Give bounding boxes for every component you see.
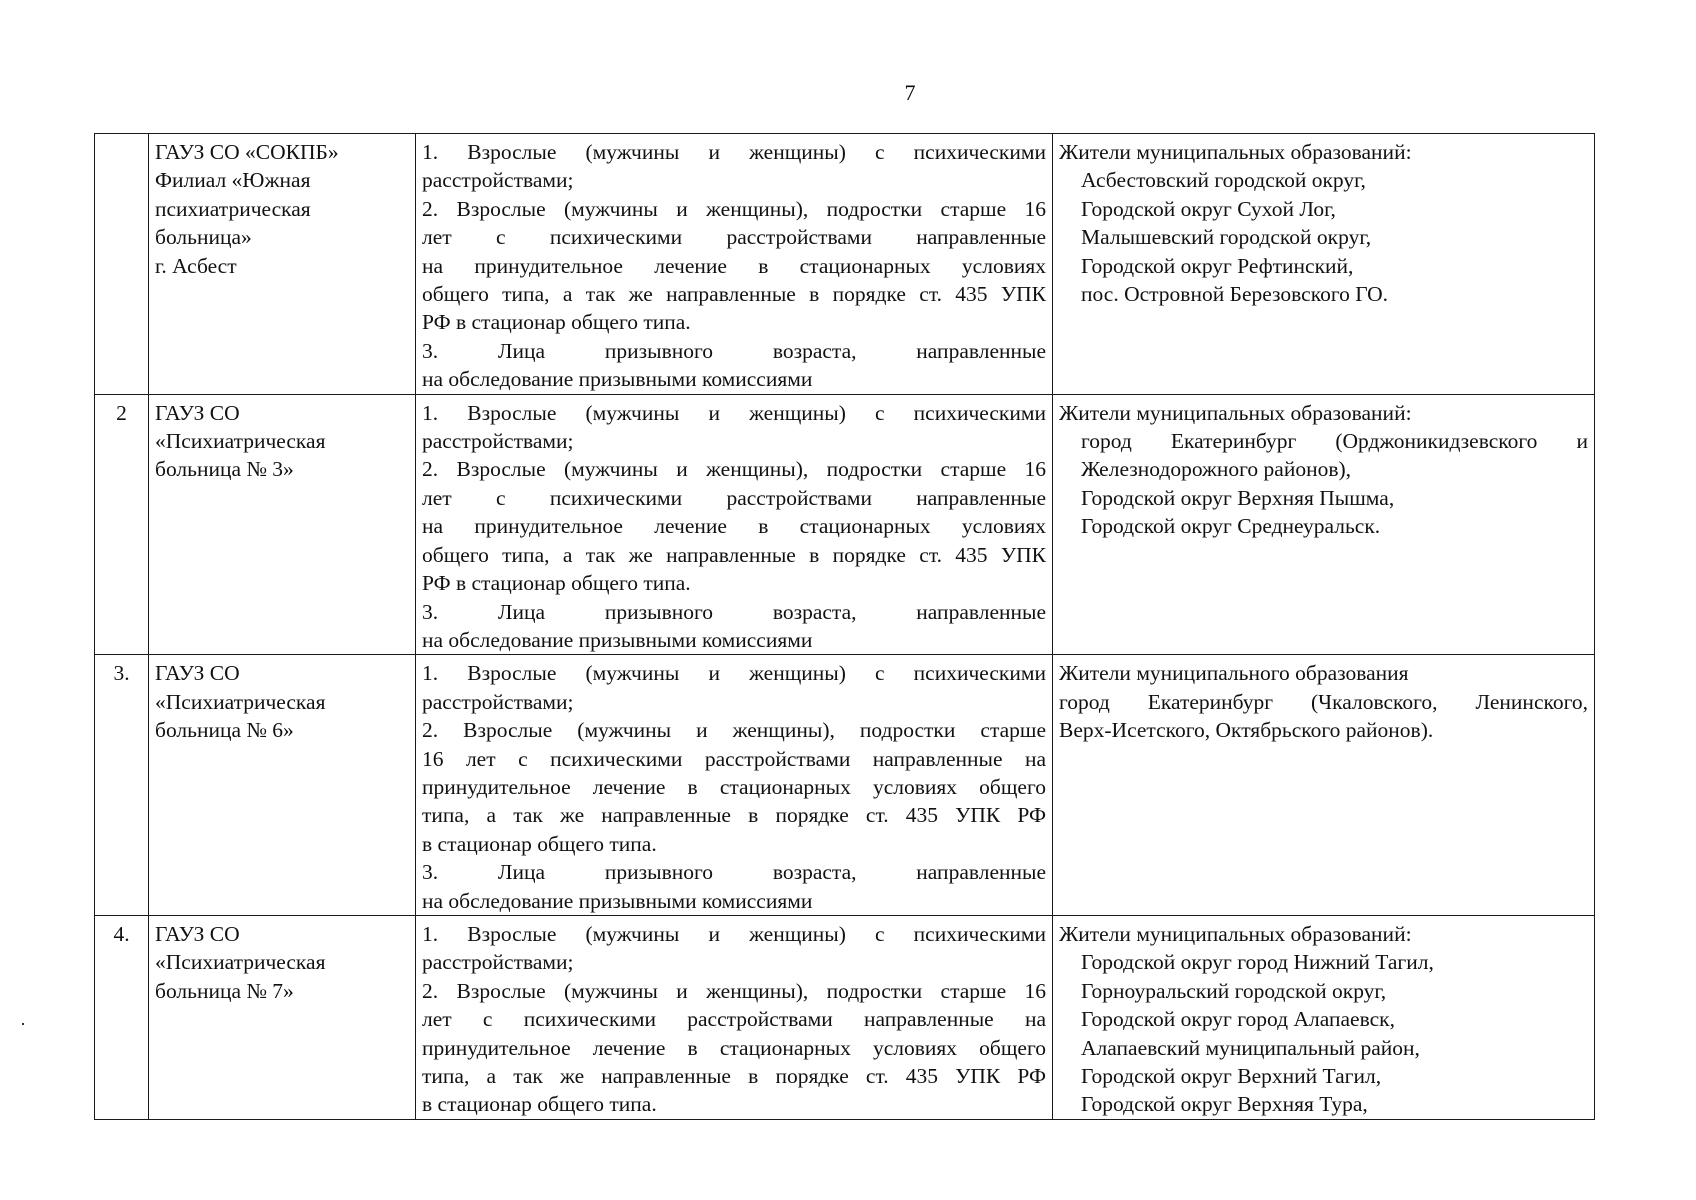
category-line: лет с психическими расстройствами направленные	[422, 225, 1046, 250]
municipality-line: Городской округ Сухой Лог,	[1081, 196, 1336, 221]
row-number: 4.	[95, 915, 149, 1119]
category-line: на обследование призывными комиссиями	[422, 627, 813, 652]
institution-line: больница № 6»	[155, 718, 294, 743]
institution-line: ГАУЗ СО	[155, 661, 240, 686]
institution-line: ГАУЗ СО «СОКПБ»	[155, 140, 339, 164]
institution-line: психиатрическая	[155, 196, 311, 221]
municipality-line: Верх-Исетского, Октябрьского районов).	[1059, 718, 1434, 743]
municipality-line: Горноуральский городской округ,	[1081, 978, 1387, 1003]
institution-line: «Психиатрическая	[155, 429, 326, 454]
municipality-line: Городской округ Среднеуральск.	[1081, 514, 1381, 539]
category-line: принудительное лечение в стационарных условиях общего	[422, 1035, 1046, 1060]
category-line: расстройствами;	[422, 168, 574, 193]
institution-line: «Психиатрическая	[155, 950, 326, 975]
residents-heading: Жители муниципального образования	[1059, 661, 1409, 686]
municipality-line: Городской округ Рефтинский,	[1081, 253, 1354, 278]
scan-speck	[22, 1023, 24, 1025]
category-line: 2. Взрослые (мужчины и женщины), подростки старше 16	[422, 978, 1046, 1003]
category-line: расстройствами;	[422, 950, 574, 975]
residents-heading: Жители муниципальных образований:	[1059, 140, 1412, 164]
institution-cell	[149, 915, 416, 1119]
category-line: РФ в стационар общего типа.	[422, 571, 691, 596]
category-line: принудительное лечение в стационарных условиях общего	[422, 774, 1046, 799]
municipality-line: Асбестовский городской округ,	[1081, 168, 1366, 193]
table-row	[95, 655, 1595, 916]
residents-cell	[1053, 915, 1595, 1119]
residents-cell	[1053, 655, 1595, 916]
category-line: лет с психическими расстройствами направленные	[422, 485, 1046, 510]
municipality-line: город Екатеринбург (Чкаловского, Ленинского,	[1059, 689, 1588, 714]
patient-category-cell	[416, 394, 1053, 655]
municipality-line: Городской округ город Нижний Тагил,	[1081, 950, 1434, 975]
institution-line: «Психиатрическая	[155, 689, 326, 714]
category-line: расстройствами;	[422, 429, 574, 454]
category-line: 2. Взрослые (мужчины и женщины), подростки старше 16	[422, 196, 1046, 221]
category-line: 1. Взрослые (мужчины и женщины) с психическими	[422, 400, 1046, 425]
category-line: РФ в стационар общего типа.	[422, 310, 691, 335]
table-row	[95, 394, 1595, 655]
category-line: лет с психическими расстройствами направленные на	[422, 1007, 1046, 1032]
category-line: 1. Взрослые (мужчины и женщины) с психическими	[422, 921, 1046, 946]
category-line: общего типа, а так же направленные в порядке ст. 435 УПК	[422, 542, 1046, 567]
residents-cell	[1053, 134, 1595, 395]
category-line: на принудительное лечение в стационарных условиях	[422, 514, 1046, 539]
institution-line: больница № 3»	[155, 457, 294, 482]
table-row	[95, 915, 1595, 1119]
municipality-line: Железнодорожного районов),	[1081, 457, 1352, 482]
municipality-line: Малышевский городской округ,	[1081, 225, 1372, 250]
category-line: 3. Лица призывного возраста, направленные	[422, 338, 1046, 363]
municipality-line: пос. Островной Березовского ГО.	[1081, 282, 1389, 307]
institution-cell	[149, 134, 416, 395]
patient-category-cell	[416, 915, 1053, 1119]
category-line: 16 лет с психическими расстройствами направленные на	[422, 746, 1046, 771]
category-line: 1. Взрослые (мужчины и женщины) с психическими	[422, 140, 1046, 164]
municipality-line: Городской округ Верхняя Пышма,	[1081, 485, 1395, 510]
patient-category-cell	[416, 134, 1053, 395]
category-line: общего типа, а так же направленные в порядке ст. 435 УПК	[422, 282, 1046, 307]
category-line: на обследование призывными комиссиями	[422, 888, 813, 913]
municipality-line: Городской округ город Алапаевск,	[1081, 1007, 1395, 1032]
residents-heading: Жители муниципальных образований:	[1059, 400, 1412, 425]
municipality-line: город Екатеринбург (Орджоникидзевского и	[1081, 429, 1588, 454]
institution-line: ГАУЗ СО	[155, 400, 240, 425]
row-number: 3.	[95, 655, 149, 916]
institution-line: Филиал «Южная	[155, 168, 311, 193]
category-line: типа, а так же направленные в порядке ст. 435 УПК РФ	[422, 1064, 1046, 1088]
category-line: 3. Лица призывного возраста, направленные	[422, 599, 1046, 624]
residents-cell	[1053, 394, 1595, 655]
category-line: типа, а так же направленные в порядке ст. 435 УПК РФ	[422, 803, 1046, 828]
institution-line: г. Асбест	[155, 253, 237, 278]
category-line: 2. Взрослые (мужчины и женщины), подростки старше	[422, 718, 1046, 743]
patient-category-cell	[416, 655, 1053, 916]
category-line: 1. Взрослые (мужчины и женщины) с психическими	[422, 661, 1046, 686]
institution-line: больница № 7»	[155, 978, 294, 1003]
row-number: 2	[95, 394, 149, 655]
municipality-line: Городской округ Верхняя Тура,	[1081, 1092, 1368, 1117]
municipality-line: Алапаевский муниципальный район,	[1081, 1035, 1420, 1060]
row-number	[95, 134, 149, 395]
institution-cell	[149, 394, 416, 655]
page-number: 7	[904, 80, 916, 105]
category-line: в стационар общего типа.	[422, 831, 657, 856]
category-line: в стационар общего типа.	[422, 1092, 657, 1117]
residents-heading: Жители муниципальных образований:	[1059, 921, 1412, 946]
municipality-line: Городской округ Верхний Тагил,	[1081, 1064, 1382, 1088]
category-line: расстройствами;	[422, 689, 574, 714]
category-line: 2. Взрослые (мужчины и женщины), подростки старше 16	[422, 457, 1046, 482]
institution-line: ГАУЗ СО	[155, 921, 240, 946]
table-row	[95, 134, 1595, 395]
category-line: 3. Лица призывного возраста, направленные	[422, 860, 1046, 885]
allocation-table	[94, 133, 1595, 1120]
category-line: на обследование призывными комиссиями	[422, 367, 813, 392]
institution-cell	[149, 655, 416, 916]
category-line: на принудительное лечение в стационарных условиях	[422, 253, 1046, 278]
institution-line: больница»	[155, 225, 252, 250]
